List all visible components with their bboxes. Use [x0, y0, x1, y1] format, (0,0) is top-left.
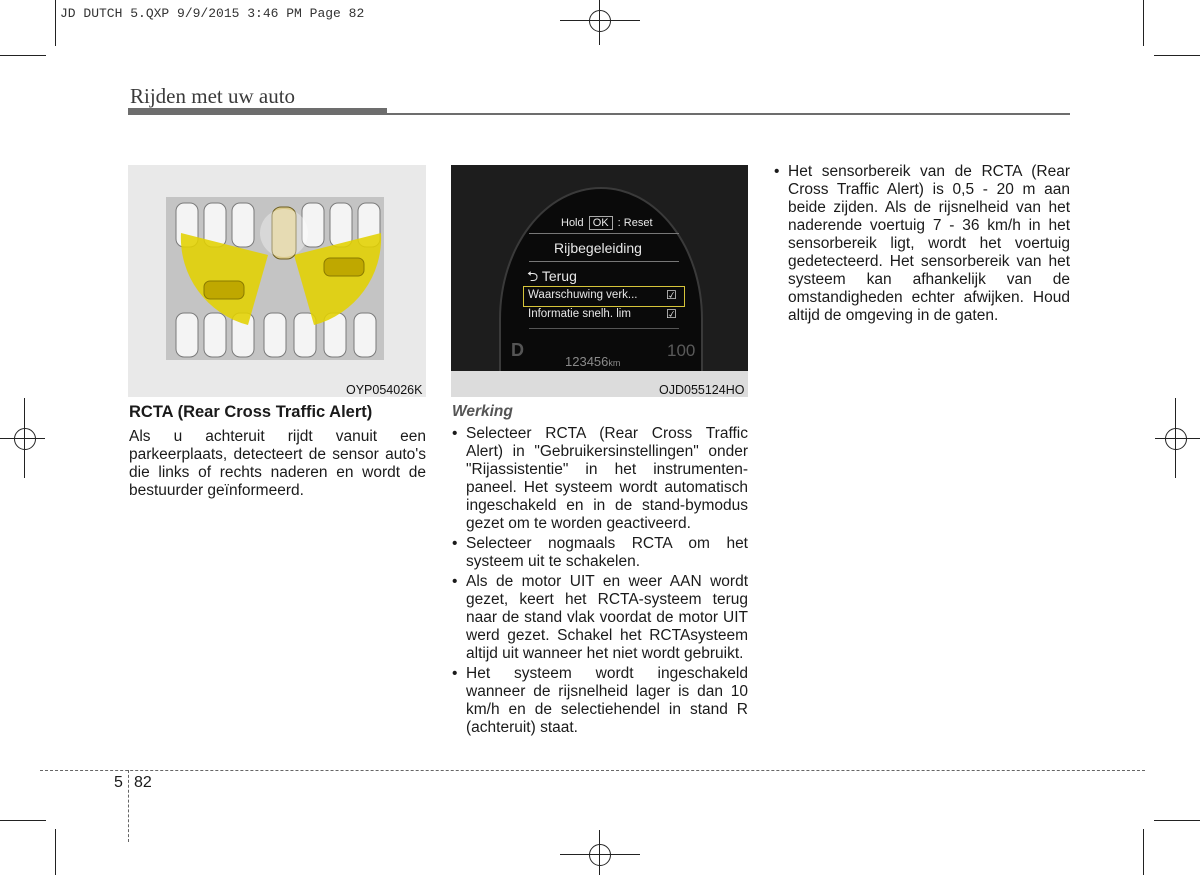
- werking-bullet-list: [452, 425, 748, 739]
- werking-subheading: Werking: [452, 403, 513, 420]
- back-item[interactable]: ⮌ Terug: [527, 268, 577, 284]
- list-item: • Het systeem wordt ingeschakeld wanneer de rijsnelheid lager is dan 10 km/h en de selectiehendel in stand R (achteruit) staat.: [452, 665, 748, 737]
- list-item: • Het sensorbereik van de RCTA (Rear Cross Traffic Alert) is 0,5 - 20 m aan beide zijden. Als de rijsnelheid van het naderende voertuig 7 - 36 km/h in het sensorbereik ligt, wordt het voertuig gedetecteerd. Het sensorbereik van het systeem kan afhankelijk van de omstandigheden echter afwijken. Houd altijd de omgeving in de gaten.: [774, 163, 1070, 325]
- section-number: 5: [114, 774, 123, 791]
- speed-limit: 100: [667, 341, 696, 360]
- footer-rule: [40, 770, 1145, 771]
- title-bar-thick: [128, 108, 387, 115]
- odometer: 123456km: [565, 354, 621, 369]
- section-title: Rijden met uw auto: [130, 84, 296, 108]
- rcta-intro-paragraph: Als u achteruit rijdt vanuit een parkeerplaats, detecteert de sensor auto's die links of rechts naderen en wordt de bestuurder geïnformeerd.: [129, 428, 426, 499]
- menu-item[interactable]: Informatie snelh. lim ☑: [528, 307, 677, 321]
- checkbox-checked-icon: ☑: [666, 307, 677, 321]
- print-slug: JD DUTCH 5.QXP 9/9/2015 3:46 PM Page 82: [60, 6, 365, 21]
- sensor-range-list: [774, 163, 1070, 327]
- list-item: • Als de motor UIT en weer AAN wordt gezet, keert het RCTA-systeem terug naar de stand vlak voordat de motor UIT werd gezet. Schakel het RCTAsysteem altijd uit wanneer het niet wordt gebruikt.: [452, 573, 748, 663]
- title-rule: [387, 113, 1070, 115]
- gear-indicator: D: [511, 340, 524, 360]
- figure2-caption: OJD055124HO: [659, 383, 745, 397]
- rcta-heading: RCTA (Rear Cross Traffic Alert): [129, 403, 373, 421]
- figure1-caption: OYP054026K: [346, 383, 423, 397]
- menu-item-selected[interactable]: Waarschuwing verk... ☑: [523, 286, 685, 307]
- cluster-figure: [451, 165, 748, 397]
- page-number: 82: [134, 774, 152, 791]
- footer-divider: [128, 770, 129, 842]
- menu-title: Rijbegeleiding: [554, 240, 642, 256]
- cluster-display: [451, 165, 748, 371]
- hold-ok-reset: Hold OK : Reset: [561, 217, 653, 229]
- back-arrow-icon: ⮌: [527, 268, 539, 284]
- list-item: • Selecteer nogmaals RCTA om het systeem uit te schakelen.: [452, 535, 748, 571]
- checkbox-checked-icon: ☑: [666, 288, 677, 302]
- list-item: • Selecteer RCTA (Rear Cross Traffic Alert) in "Gebruikersinstellingen" onder "Rijassistentie" in het instrumenten- paneel. Het systeem wordt automatisch ingeschakeld en in de stand-bymodus gezet om te worden geactiveerd.: [452, 425, 748, 533]
- parked-cars-bottom: [176, 313, 376, 357]
- rcta-illustration: [128, 165, 426, 397]
- parking-lot-graphic: [128, 165, 426, 397]
